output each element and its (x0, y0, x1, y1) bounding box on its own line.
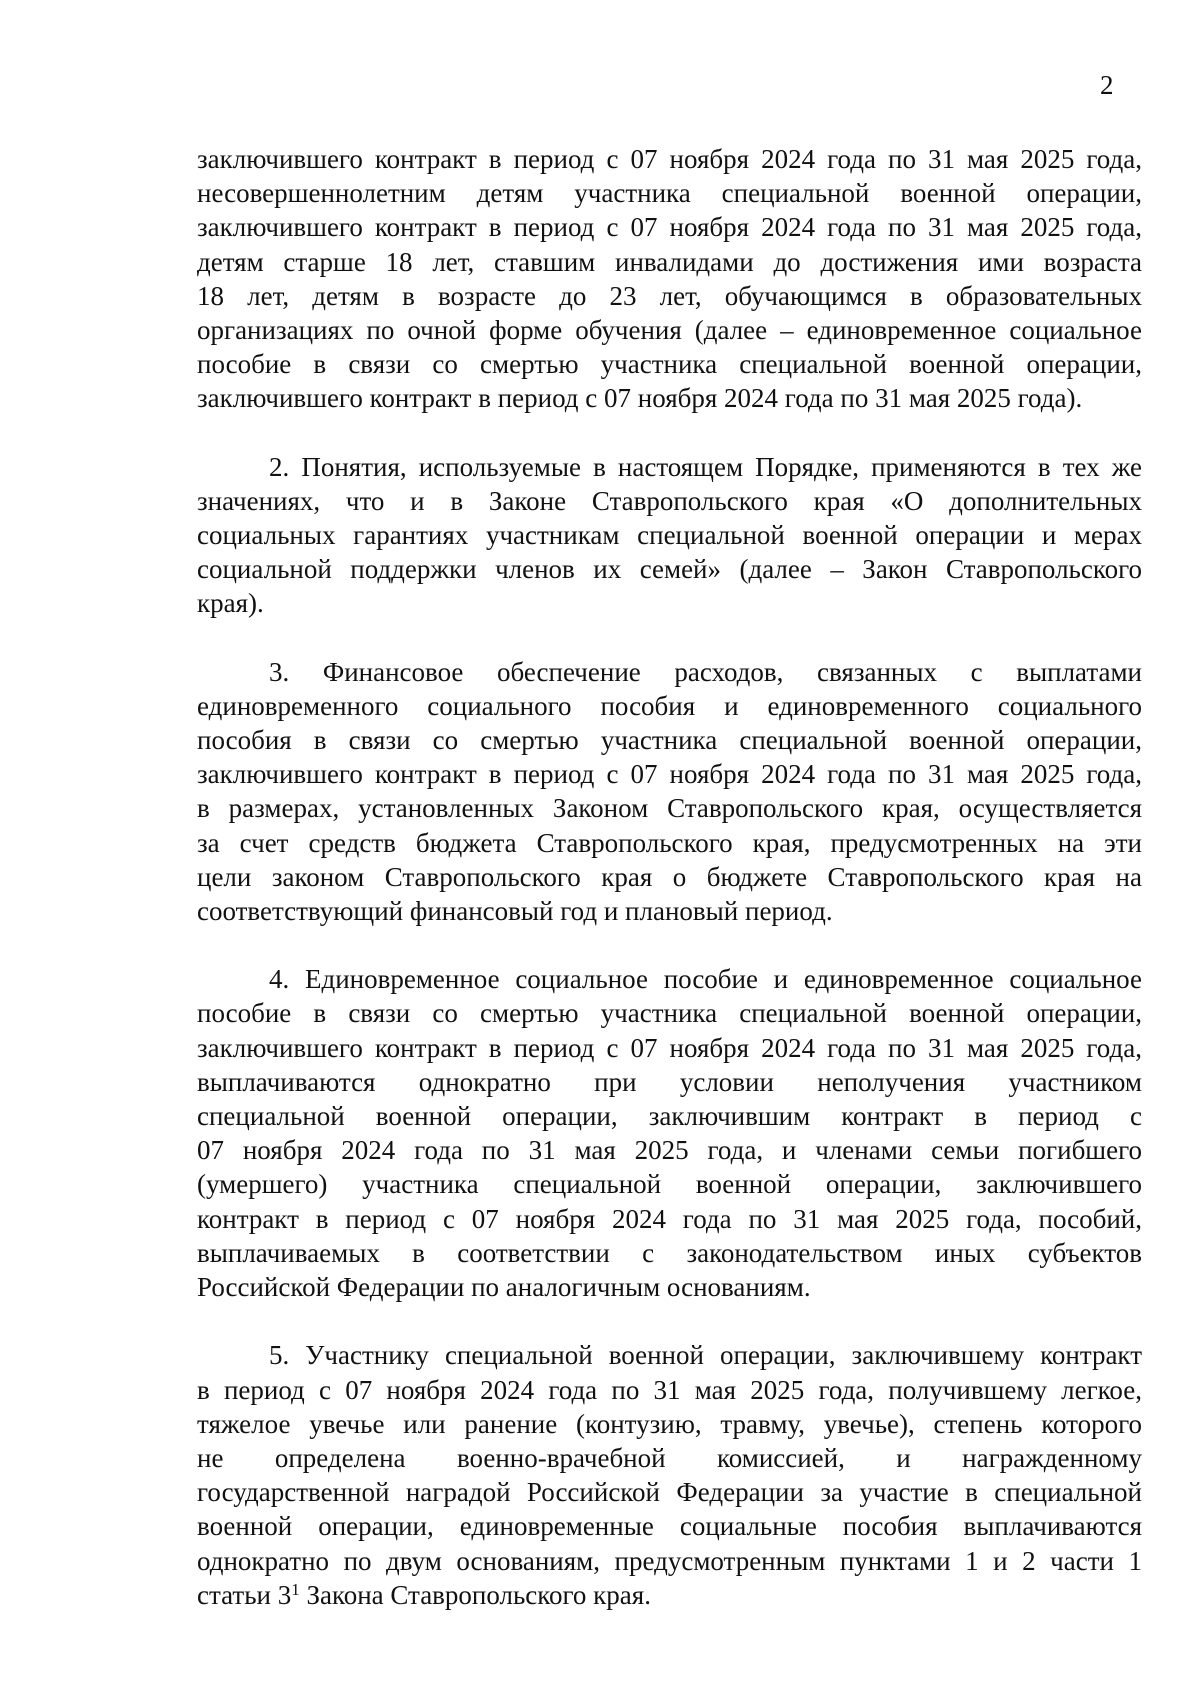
paragraph-5 (197, 1338, 1142, 1612)
paragraph-line-final (197, 1578, 1142, 1612)
paragraph-line: контракт в период с 07 ноября 2024 года по 31 мая 2025 года, пособий, (197, 1203, 1142, 1234)
paragraph-line: детям старше 18 лет, ставшим инвалидами до достижения ими возраста (197, 246, 1142, 277)
paragraph-line: в размерах, установленных Законом Ставропольского края, осуществляется (197, 793, 1142, 824)
paragraph-line: выплачиваются однократно при условии неполучения участником (197, 1066, 1142, 1097)
paragraph-line: за счет средств бюджета Ставропольского края, предусмотренных на эти (197, 827, 1142, 858)
paragraph-line: соответствующий финансовый год и плановый период. (197, 896, 833, 927)
paragraph-line: несовершеннолетним детям участника специальной военной операции, (197, 178, 1142, 209)
paragraph-line: 2. Понятия, используемые в настоящем Порядке, применяются в тех же (269, 451, 1142, 482)
paragraph-line: значениях, что и в Законе Ставропольского края «О дополнительных (197, 485, 1142, 516)
paragraph-4 (197, 962, 1142, 1304)
paragraph-line: в период с 07 ноября 2024 года по 31 мая 2025 года, получившему легкое, (197, 1374, 1142, 1405)
paragraph-line: 4. Единовременное социальное пособие и единовременное социальное (269, 964, 1142, 995)
paragraph-line: заключившего контракт в период с 07 ноября 2024 года по 31 мая 2025 года, (197, 144, 1142, 174)
paragraph-line: выплачиваемых в соответствии с законодательством иных субъектов (197, 1237, 1142, 1268)
paragraph-line: не определена военно-врачебной комиссией, и награжденному (197, 1442, 1142, 1473)
paragraph-line: пособия в связи со смертью участника специальной военной операции, (197, 725, 1142, 756)
article-superscript: 1 (291, 1579, 300, 1599)
paragraph-line: заключившего контракт в период с 07 ноября 2024 года по 31 мая 2025 года, (197, 212, 1142, 243)
paragraph-line: единовременного социального пособия и единовременного социального (197, 690, 1142, 721)
paragraph-line: цели законом Ставропольского края о бюджете Ставропольского края на (197, 861, 1142, 892)
paragraph-line: социальной поддержки членов их семей» (далее – Закон Ставропольского (197, 554, 1142, 585)
paragraph-line: заключившего контракт в период с 07 ноября 2024 года по 31 мая 2025 года, (197, 759, 1142, 790)
paragraph-line: однократно по двум основаниям, предусмотренным пунктами 1 и 2 части 1 (197, 1545, 1142, 1576)
paragraph-line: заключившего контракт в период с 07 ноября 2024 года по 31 мая 2025 года). (197, 383, 1083, 414)
paragraph-line: края). (197, 588, 264, 619)
paragraph-line: пособие в связи со смертью участника специальной военной операции, (197, 349, 1142, 380)
page-number: 2 (1100, 70, 1114, 100)
document-body (197, 142, 1142, 1646)
paragraph-line: специальной военной операции, заключившим контракт в период с (197, 1101, 1142, 1132)
paragraph-line: Российской Федерации по аналогичным основаниям. (197, 1272, 811, 1303)
final-line-text-end: Закона Ставропольского края. (299, 1579, 651, 1610)
paragraph-line: военной операции, единовременные социальные пособия выплачиваются (197, 1511, 1142, 1542)
paragraph-line: социальных гарантиях участникам специальной военной операции и мерах (197, 520, 1142, 551)
paragraph-1 (197, 142, 1142, 416)
paragraph-line: заключившего контракт в период с 07 ноября 2024 года по 31 мая 2025 года, (197, 1032, 1142, 1063)
paragraph-line: тяжелое увечье или ранение (контузию, травму, увечье), степень которого (197, 1408, 1142, 1439)
paragraph-line: 07 ноября 2024 года по 31 мая 2025 года, и членами семьи погибшего (197, 1135, 1142, 1166)
paragraph-line: 3. Финансовое обеспечение расходов, связанных с выплатами (269, 656, 1142, 687)
paragraph-line: 18 лет, детям в возрасте до 23 лет, обучающимся в образовательных (197, 280, 1142, 311)
paragraph-line: государственной наградой Российской Федерации за участие в специальной (197, 1477, 1142, 1508)
paragraph-line: (умершего) участника специальной военной операции, заключившего (197, 1169, 1142, 1200)
paragraph-2 (197, 450, 1142, 621)
paragraph-3 (197, 655, 1142, 929)
paragraph-line: пособие в связи со смертью участника специальной военной операции, (197, 998, 1142, 1029)
final-line-text: статьи 3 (197, 1579, 292, 1610)
paragraph-line: 5. Участнику специальной военной операции, заключившему контракт (269, 1340, 1142, 1371)
paragraph-line: организациях по очной форме обучения (далее – единовременное социальное (197, 315, 1142, 346)
